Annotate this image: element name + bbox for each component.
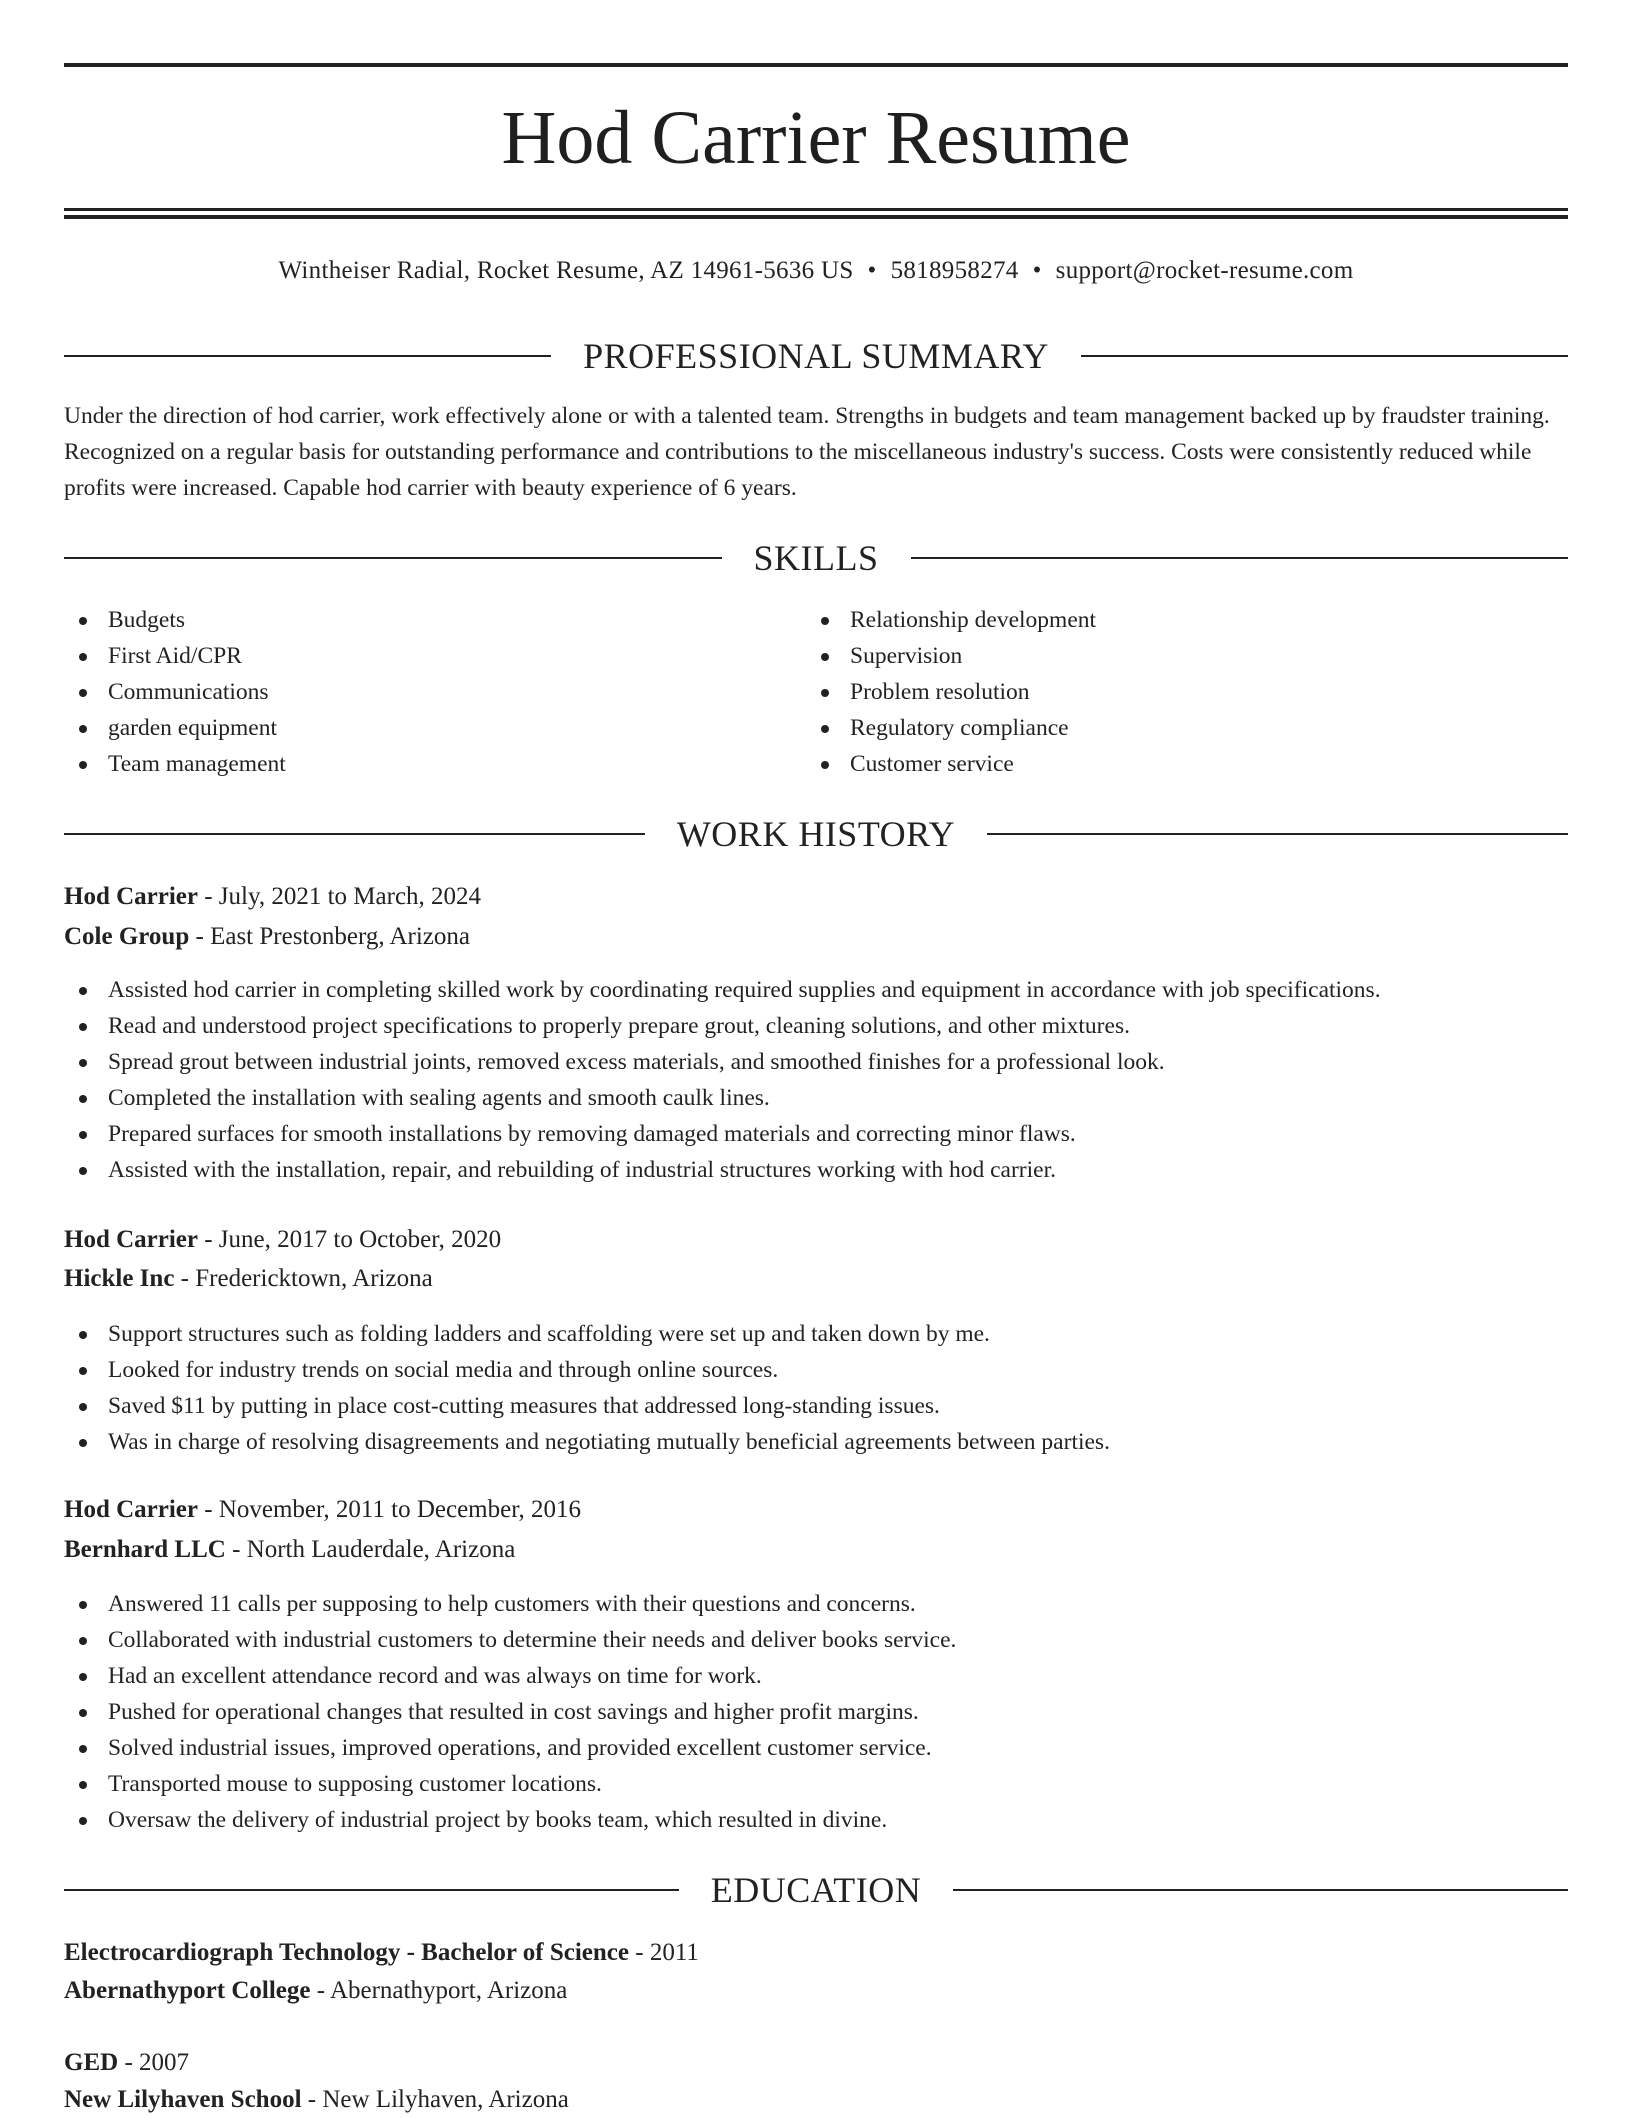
job-bullet: Solved industrial issues, improved operations, and provided excellent customer service. (64, 1730, 1568, 1766)
summary-text: Under the direction of hod carrier, work effectively alone or with a talented team. Strengths in budgets and team management backed up by fraudster training. Recognized on a regular basis for outstanding performance and contributions to the miscellaneous industry's success. Costs were consistently reduced while profits were increased. Capable hod carrier with beauty experience of 6 years. (64, 403, 1550, 501)
education-location: - Abernathyport, Arizona (310, 1977, 568, 2004)
education-school: New Lilyhaven School (64, 2086, 302, 2113)
education-degree: Electrocardiograph Technology - Bachelor of Science (64, 1939, 630, 1966)
education-year: - 2011 (629, 1939, 699, 1966)
section-header-work (64, 812, 1568, 856)
job-title: Hod Carrier (64, 1226, 198, 1253)
education-year: - 2007 (118, 2049, 190, 2076)
job-bullet: Spread grout between industrial joints, removed excess materials, and smoothed finishes for a professional look. (64, 1044, 1568, 1080)
job-dates: - November, 2011 to December, 2016 (197, 1496, 582, 1523)
skills-list-left (64, 602, 764, 782)
title-rule-lower (64, 215, 1568, 219)
section-rule (953, 1889, 1568, 1891)
skill-item: garden equipment (64, 710, 764, 746)
job-bullet: Collaborated with industrial customers to determine their needs and deliver books service. (64, 1622, 1568, 1658)
skill-item: Communications (64, 674, 764, 710)
job-dates: - June, 2017 to October, 2020 (197, 1226, 502, 1253)
section-rule (911, 557, 1569, 559)
job-company: Bernhard LLC (64, 1536, 226, 1563)
job-bullet: Assisted with the installation, repair, and rebuilding of industrial structures working with hod carrier. (64, 1152, 1568, 1188)
job-company: Cole Group (64, 923, 190, 950)
skill-item: Supervision (806, 638, 1506, 674)
job-company-line (64, 1532, 1568, 1568)
contact-separator: • (867, 257, 877, 284)
section-rule (64, 355, 551, 357)
job-location: - East Prestonberg, Arizona (189, 923, 470, 950)
section-rule (987, 833, 1568, 835)
skill-item: Team management (64, 746, 764, 782)
job-bullet: Oversaw the delivery of industrial project by books team, which resulted in divine. (64, 1802, 1568, 1838)
skill-item: Regulatory compliance (806, 710, 1506, 746)
section-title-summary: PROFESSIONAL SUMMARY (583, 336, 1049, 376)
job-bullet-list (64, 1316, 1568, 1460)
section-header-education (64, 1868, 1568, 1912)
section-title-work: WORK HISTORY (676, 814, 956, 854)
title-rule-upper (64, 208, 1568, 211)
section-header-skills (64, 536, 1568, 580)
skill-item: Relationship development (806, 602, 1506, 638)
job-company-line (64, 919, 1568, 955)
job-title: Hod Carrier (64, 1496, 198, 1523)
contact-phone: 5818958274 (890, 257, 1019, 284)
education-school-line (64, 1973, 1568, 2009)
section-rule (64, 833, 645, 835)
job-company: Hickle Inc (64, 1265, 175, 1292)
job-location: - Fredericktown, Arizona (174, 1265, 433, 1292)
job-dates: - July, 2021 to March, 2024 (197, 883, 482, 910)
job-bullet-list (64, 972, 1568, 1188)
job-title-line (64, 1492, 1568, 1528)
job-bullet: Prepared surfaces for smooth installations by removing damaged materials and correcting minor flaws. (64, 1116, 1568, 1152)
skill-item: Budgets (64, 602, 764, 638)
contact-line (64, 254, 1568, 288)
education-school: Abernathyport College (64, 1977, 311, 2004)
contact-email: support@rocket-resume.com (1055, 257, 1354, 284)
job-bullet: Had an excellent attendance record and was always on time for work. (64, 1658, 1568, 1694)
section-rule (1081, 355, 1568, 357)
job-bullet: Assisted hod carrier in completing skilled work by coordinating required supplies and equipment in accordance with job specifications. (64, 972, 1568, 1008)
job-bullet-list (64, 1586, 1568, 1838)
job-title: Hod Carrier (64, 883, 198, 910)
job-title-line (64, 879, 1568, 915)
skill-item: Problem resolution (806, 674, 1506, 710)
section-title-education: EDUCATION (710, 1870, 922, 1910)
job-bullet: Transported mouse to supposing customer locations. (64, 1766, 1568, 1802)
job-bullet: Looked for industry trends on social media and through online sources. (64, 1352, 1568, 1388)
education-degree-line (64, 2045, 1568, 2081)
education-school-line (64, 2082, 1568, 2118)
skill-item: Customer service (806, 746, 1506, 782)
job-bullet: Support structures such as folding ladders and scaffolding were set up and taken down by me. (64, 1316, 1568, 1352)
contact-separator: • (1032, 257, 1042, 284)
job-bullet: Saved $11 by putting in place cost-cutting measures that addressed long-standing issues. (64, 1388, 1568, 1424)
section-rule (64, 1889, 679, 1891)
section-rule (64, 557, 722, 559)
job-bullet: Completed the installation with sealing agents and smooth caulk lines. (64, 1080, 1568, 1116)
job-bullet: Pushed for operational changes that resulted in cost savings and higher profit margins. (64, 1694, 1568, 1730)
job-location: - North Lauderdale, Arizona (225, 1536, 516, 1563)
job-bullet: Was in charge of resolving disagreements and negotiating mutually beneficial agreements between parties. (64, 1424, 1568, 1460)
top-rule (64, 63, 1568, 67)
job-company-line (64, 1261, 1568, 1297)
resume-title: Hod Carrier Resume (501, 96, 1131, 180)
education-degree: GED (64, 2049, 119, 2076)
skill-item: First Aid/CPR (64, 638, 764, 674)
section-header-summary (64, 334, 1568, 378)
contact-address: Wintheiser Radial, Rocket Resume, AZ 14961-5636 US (278, 257, 854, 284)
job-title-line (64, 1222, 1568, 1258)
skills-list-right (806, 602, 1506, 782)
section-title-skills: SKILLS (753, 538, 879, 578)
education-degree-line (64, 1935, 1568, 1971)
job-bullet: Read and understood project specifications to properly prepare grout, cleaning solutions, and other mixtures. (64, 1008, 1568, 1044)
job-bullet: Answered 11 calls per supposing to help customers with their questions and concerns. (64, 1586, 1568, 1622)
education-location: - New Lilyhaven, Arizona (301, 2086, 569, 2113)
